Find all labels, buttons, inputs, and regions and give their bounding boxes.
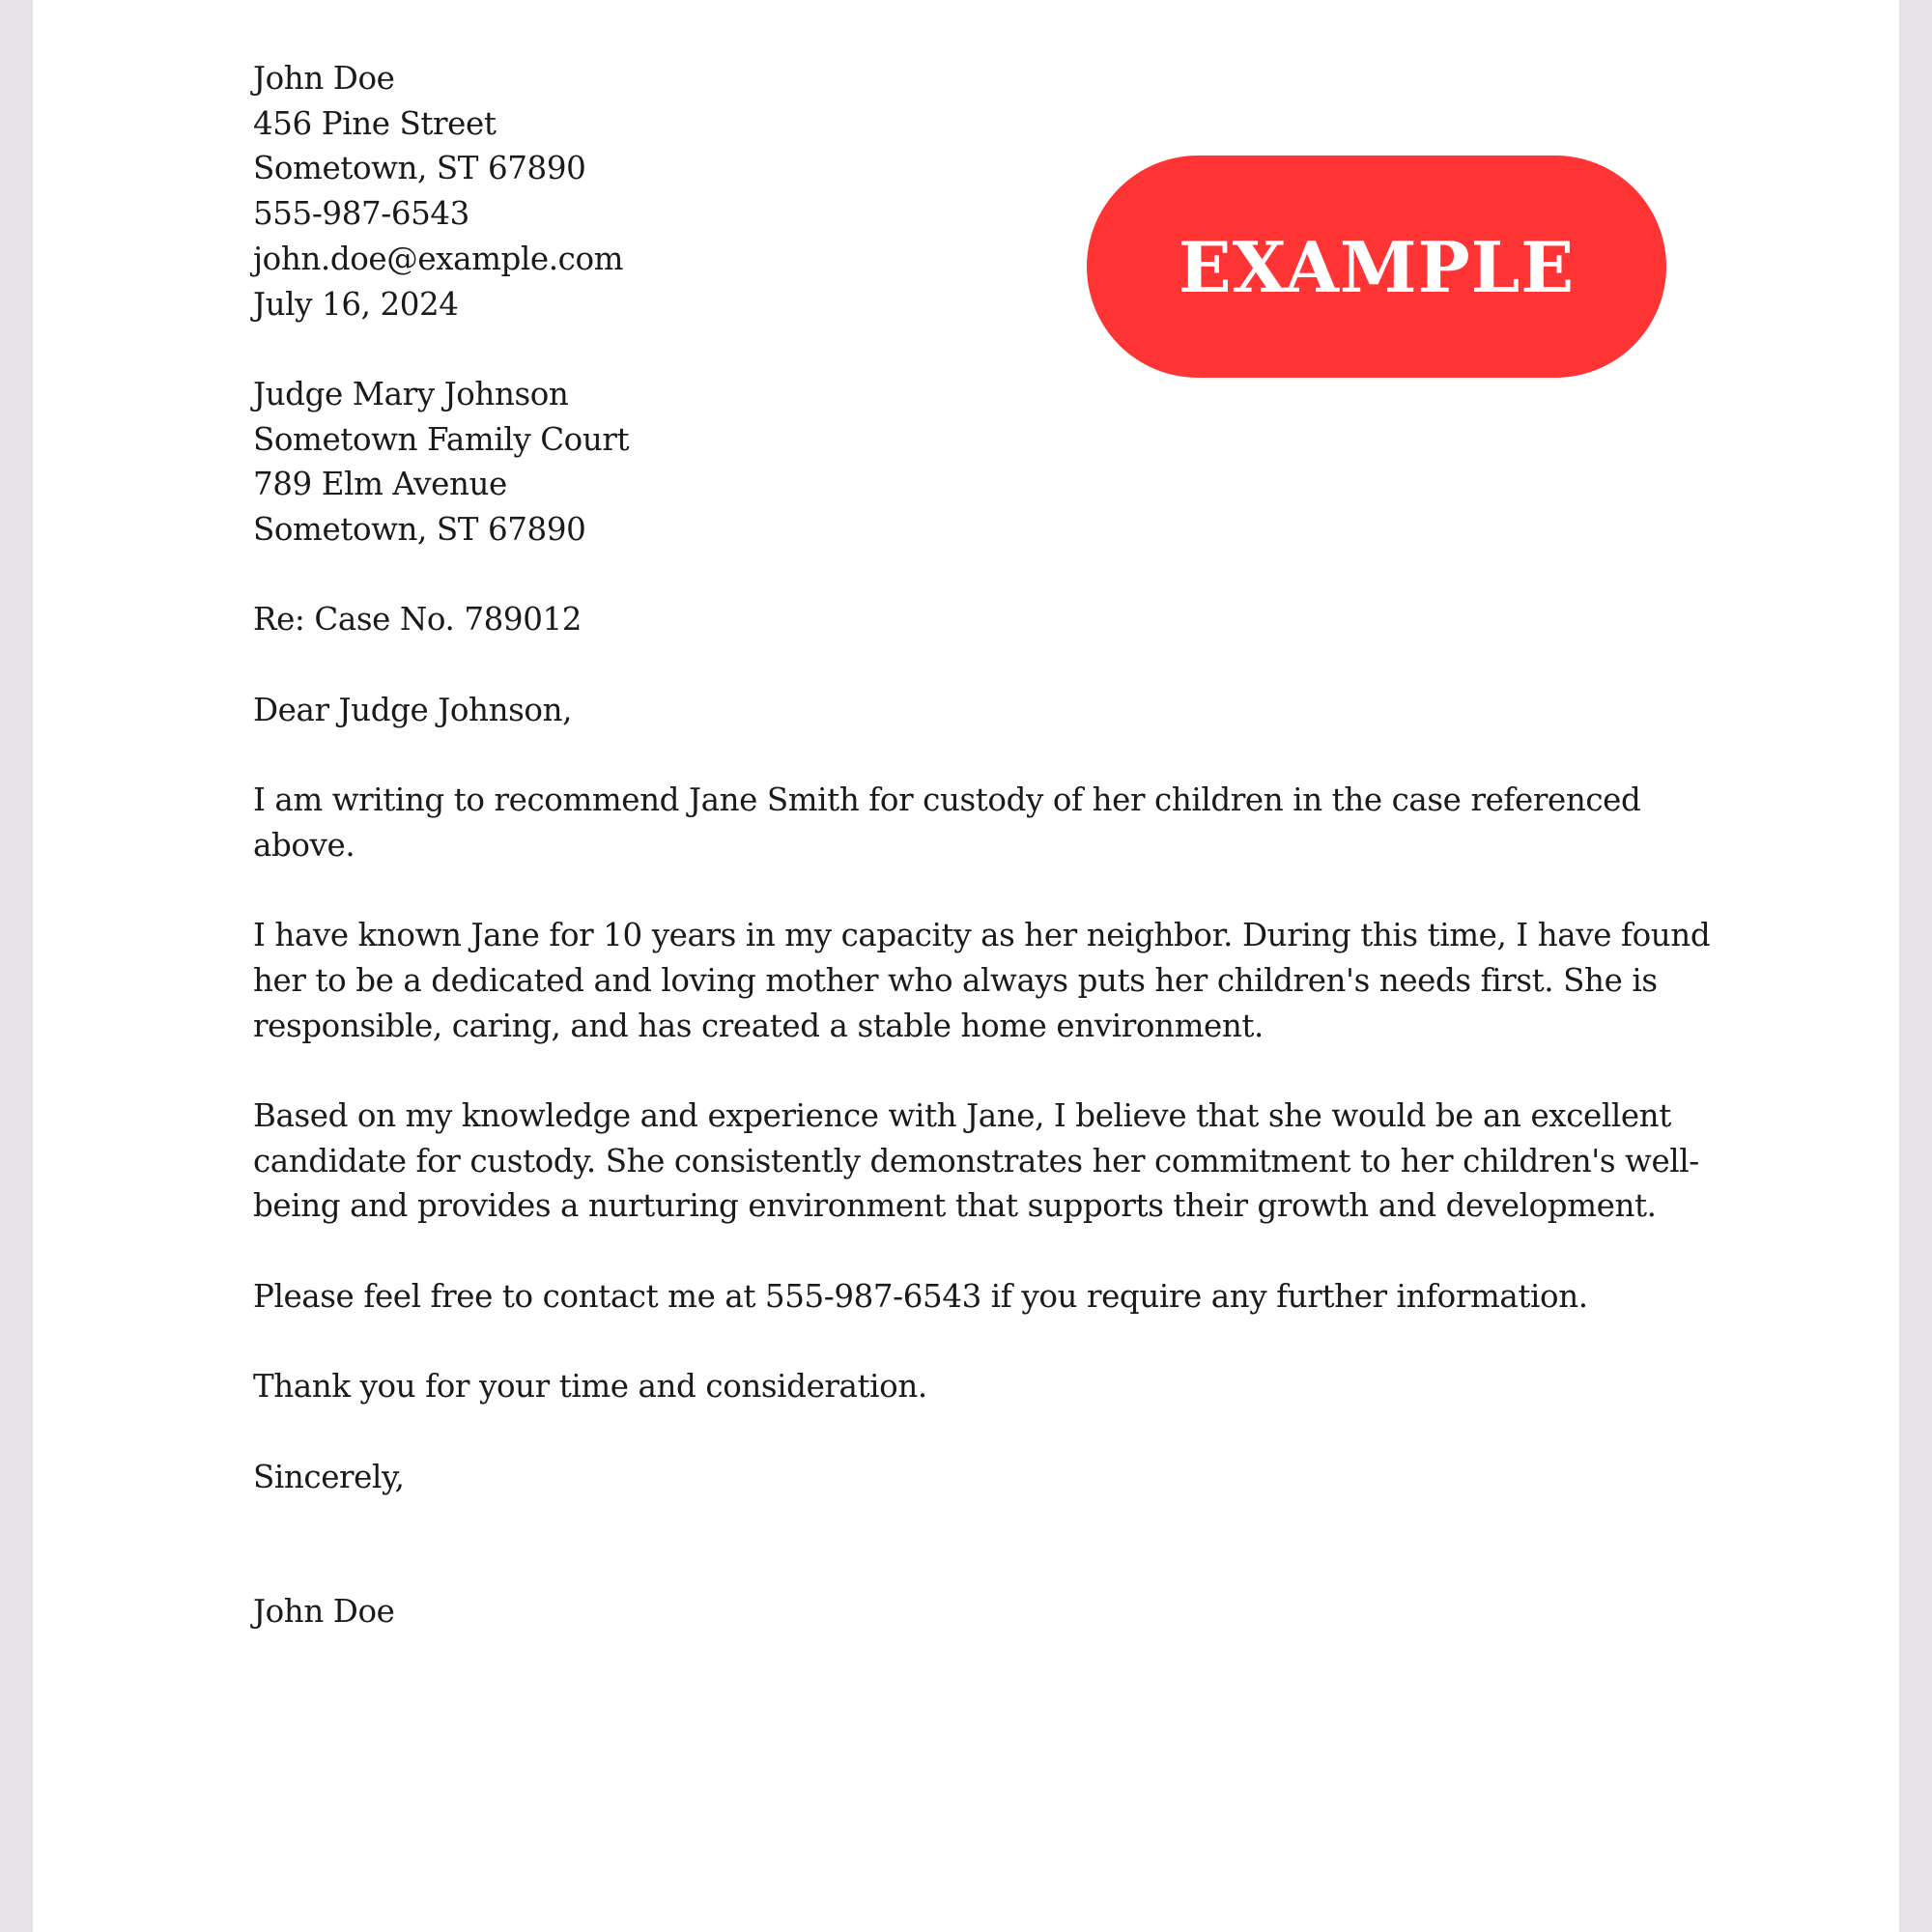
body-paragraph-4: Please feel free to contact me at 555-987-6543 if you require any further information. [253,1277,1588,1315]
sender-phone: 555-987-6543 [253,195,469,233]
body-paragraph-5: Thank you for your time and consideration. [253,1368,927,1406]
example-stamp-label: EXAMPLE [1178,225,1576,308]
letter-page [33,0,1899,1932]
body-paragraph-3: Based on my knowledge and experience with Jane, I believe that she would be an excellent candidate for custody. She consistently demonstrates her commitment to her children's well-being and provides a nurturing environment that supports their growth and development. [253,1097,1699,1225]
recipient-city: Sometown, ST 67890 [253,511,586,549]
closing: Sincerely, [253,1458,405,1495]
recipient-organization: Sometown Family Court [253,420,630,458]
sender-city: Sometown, ST 67890 [253,150,586,187]
subject-line: Re: Case No. 789012 [253,601,582,639]
sender-name: John Doe [253,60,395,97]
letter-date: July 16, 2024 [253,285,459,323]
sender-email: john.doe@example.com [253,240,624,277]
body-paragraph-1: I am writing to recommend Jane Smith for custody of her children in the case referenced above. [253,781,1641,864]
recipient-name: Judge Mary Johnson [253,375,569,412]
example-stamp [1087,156,1666,378]
body-paragraph-2: I have known Jane for 10 years in my capacity as her neighbor. During this time, I have found her to be a dedicated and loving mother who always puts her children's needs first. She is responsible, caring, and has created a stable home environment. [253,917,1711,1044]
salutation: Dear Judge Johnson, [253,691,573,728]
recipient-street: 789 Elm Avenue [253,466,507,503]
signature-name: John Doe [253,1593,395,1631]
recipient-block [253,372,1721,553]
sender-street: 456 Pine Street [253,104,497,142]
